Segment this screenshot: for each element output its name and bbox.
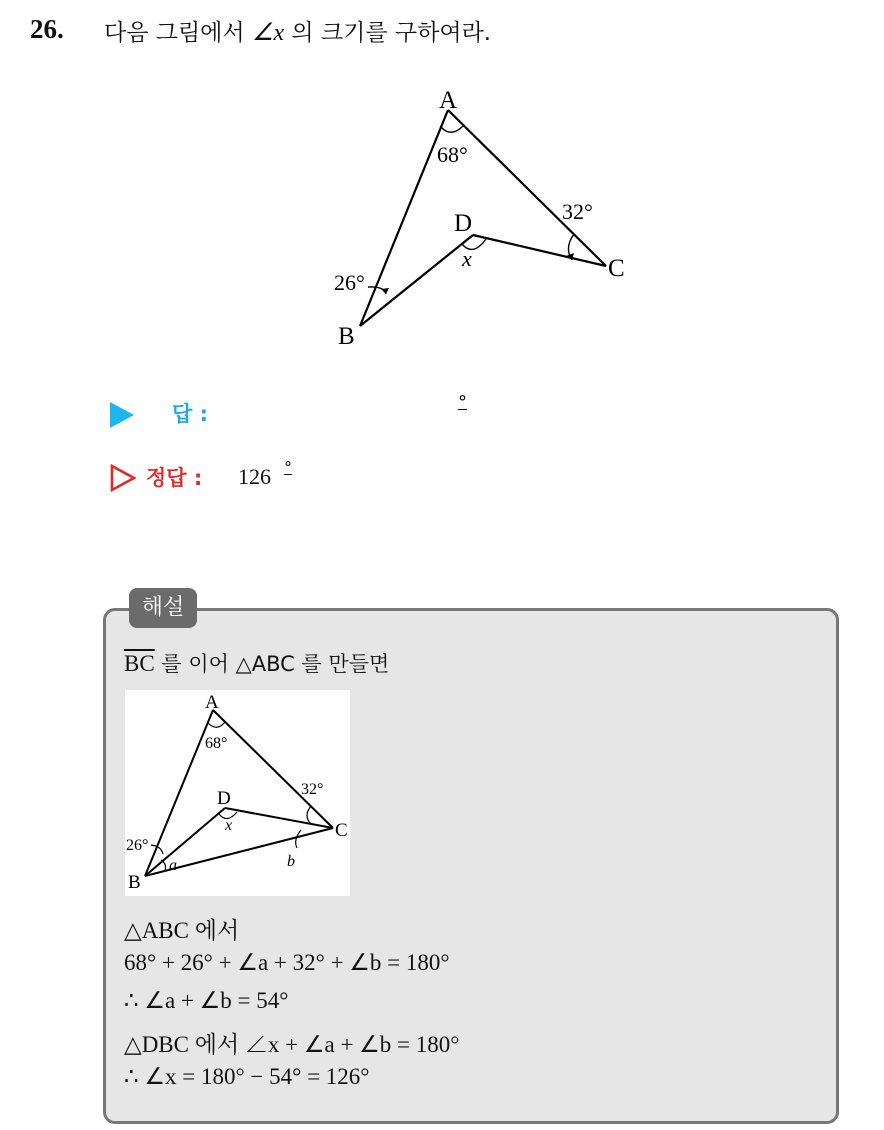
angle-label-c: 32° (562, 199, 593, 224)
figure-triangle-solution (125, 690, 350, 896)
angle-arc-b (151, 845, 163, 854)
solution-line-1 (124, 648, 389, 678)
answer-unit: ° (458, 392, 467, 413)
angle-label-small-b: b (287, 853, 295, 870)
vertex-label-b: B (128, 872, 141, 893)
play-triangle-icon (110, 402, 134, 428)
vertex-label-c: C (335, 820, 348, 841)
angle-arc-b-small (296, 830, 301, 848)
angle-label-b: 26° (334, 270, 365, 295)
edge-ab (360, 110, 448, 326)
angle-label-a: 68° (437, 142, 468, 167)
vertex-label-a: A (205, 692, 219, 713)
answer-row (110, 392, 510, 432)
solution-line-2: △ABC 에서 (124, 918, 240, 943)
angle-label-x: x (225, 817, 233, 834)
correct-answer-value: 126 (238, 464, 271, 489)
angle-arc-a (208, 722, 225, 727)
angle-label-x: x (462, 246, 472, 271)
correct-answer-label: 정답 : (146, 466, 203, 490)
edge-dc (473, 235, 606, 266)
question-text (104, 14, 491, 47)
solution-line-4: ∴ ∠a + ∠b = 54° (124, 988, 289, 1013)
angle-label-b: 26° (126, 837, 149, 854)
edge-ac (448, 110, 606, 266)
vertex-label-a: A (439, 87, 458, 114)
solution-line-5: △DBC 에서 ∠x + ∠a + ∠b = 180° (124, 1032, 460, 1057)
solution-line-6: ∴ ∠x = 180° − 54° = 126° (124, 1064, 370, 1089)
segment-bc: $\overline{BC}$ (124, 651, 155, 676)
vertex-label-d: D (454, 210, 473, 237)
angle-label-small-a: a (169, 857, 177, 874)
edge-bd (360, 235, 473, 326)
correct-answer-unit: ° (284, 458, 292, 477)
outline-triangle-icon (110, 464, 136, 492)
question-text-before: 다음 그림에서 (104, 20, 252, 46)
solution-tab: 해설 (129, 588, 197, 628)
angle-label-a: 68° (205, 735, 228, 752)
solution-line-3: 68° + 26° + ∠a + 32° + ∠b = 180° (124, 950, 450, 975)
angle-x-label: ∠x (251, 20, 285, 46)
vertex-label-b: B (338, 323, 355, 350)
angle-arc-c (307, 806, 311, 824)
question-number: 26. (30, 14, 64, 44)
angle-arc-a (441, 126, 463, 132)
vertex-label-c: C (608, 255, 625, 282)
angle-label-c: 32° (301, 781, 324, 798)
edge-ac (213, 710, 333, 828)
vertex-label-d: D (217, 788, 231, 809)
solution-line-1-text: 를 이어 △ABC 를 만들면 (154, 652, 390, 676)
figure-quadrilateral (320, 82, 650, 352)
correct-answer-row (110, 458, 510, 496)
answer-label: 답 : (172, 402, 208, 426)
question-text-after: 의 크기를 구하여라. (284, 20, 492, 46)
edge-ab (145, 710, 213, 876)
